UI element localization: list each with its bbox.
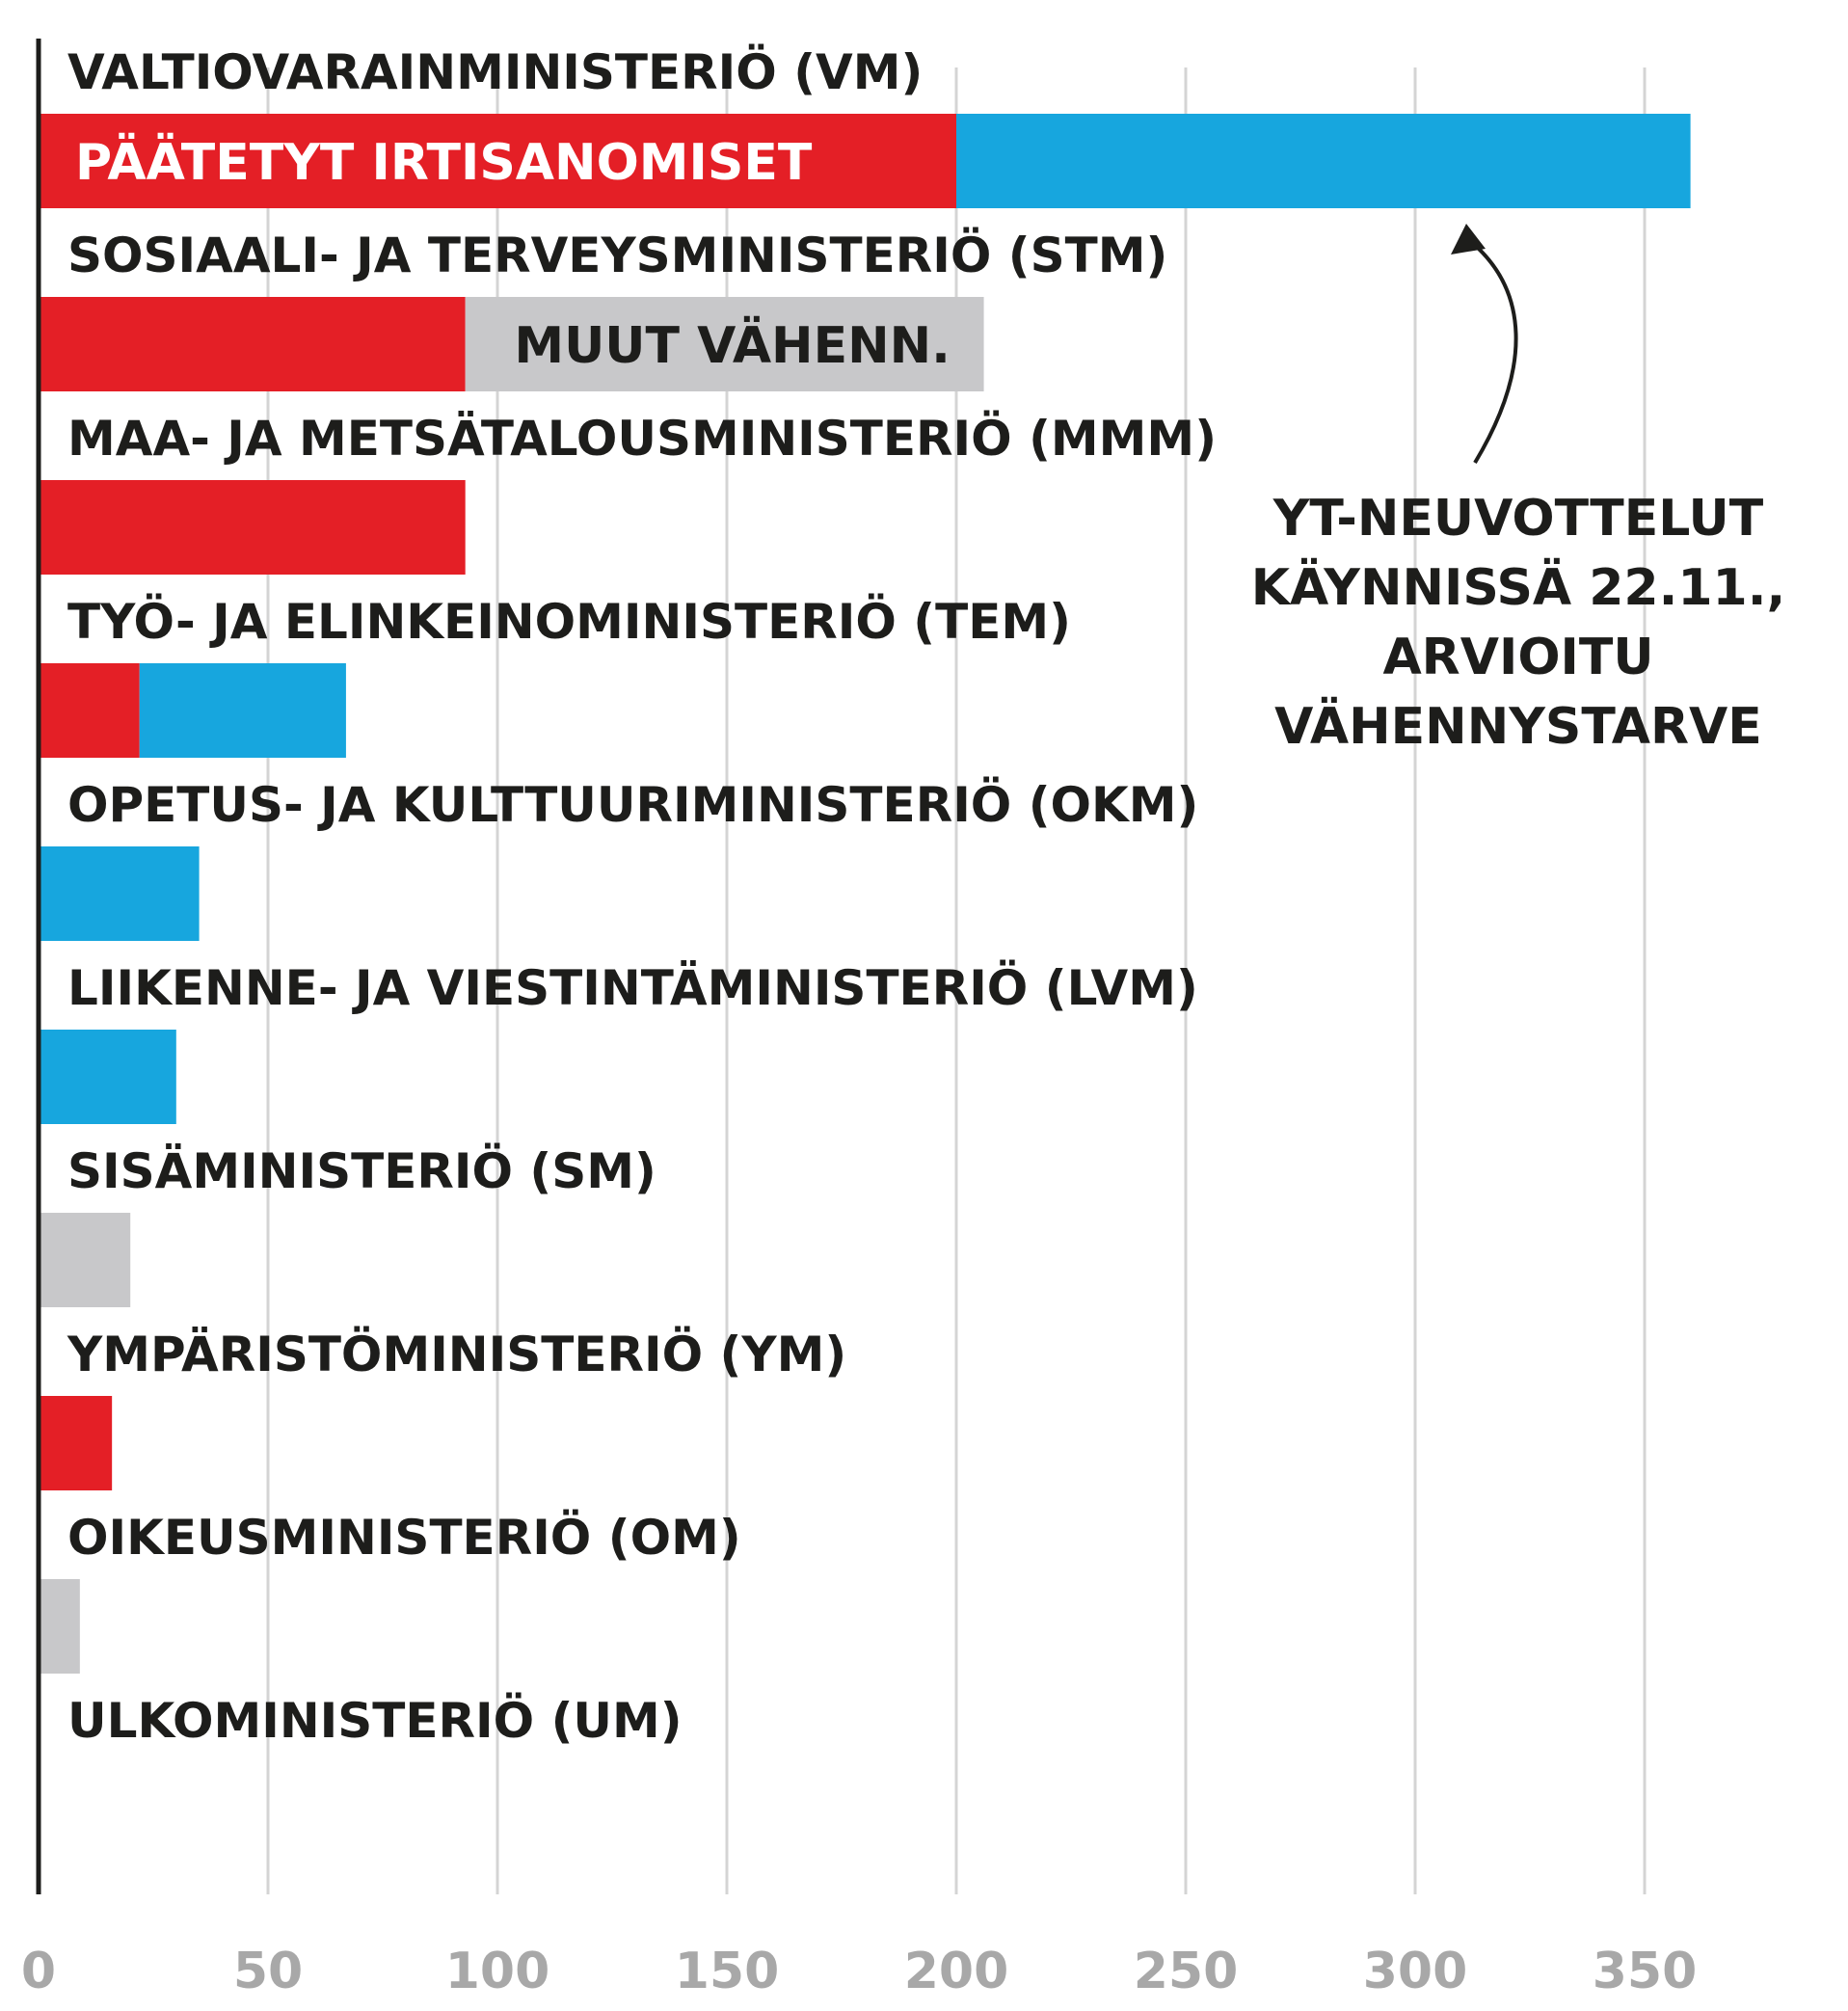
x-tick-label-200: 200: [903, 1943, 1009, 2000]
category-label-valtiovarainministerio-vm: VALTIOVARAINMINISTERIÖ (VM): [67, 44, 924, 100]
category-label-sisaministerio-sm: SISÄMINISTERIÖ (SM): [67, 1143, 656, 1199]
annotation-arrow-line: [1470, 241, 1516, 463]
x-tick-label-50: 50: [232, 1943, 304, 2000]
bar-ymparistoministerio-ym-series-1: [39, 1396, 112, 1490]
bar-valtiovarainministerio-vm-series-3: [956, 114, 1691, 208]
category-label-liikenne-ja-viestintaministerio-lvm: LIIKENNE- JA VIESTINTÄMINISTERIÖ (LVM): [67, 960, 1198, 1016]
annotation-line-2: KÄYNNISSÄ 22.11.,: [1250, 559, 1786, 617]
bar-maa-ja-metsatalousministerio-mmm-series-1: [39, 480, 466, 575]
bar-oikeusministerio-om-series-2: [39, 1579, 80, 1674]
bar-tyo-ja-elinkeinoministerio-tem-series-3: [140, 663, 346, 758]
bar-sosiaali-ja-terveysministerio-stm-series-1: [39, 297, 466, 391]
x-tick-label-150: 150: [674, 1943, 780, 2000]
category-label-tyo-ja-elinkeinoministerio-tem: TYÖ- JA ELINKEINOMINISTERIÖ (TEM): [67, 594, 1071, 650]
x-tick-label-100: 100: [444, 1943, 550, 2000]
category-label-sosiaali-ja-terveysministerio-stm: SOSIAALI- JA TERVEYSMINISTERIÖ (STM): [67, 228, 1168, 283]
x-tick-label-350: 350: [1592, 1943, 1698, 2000]
bar-opetus-ja-kulttuuriministerio-okm-series-3: [39, 846, 200, 941]
category-label-ymparistoministerio-ym: YMPÄRISTÖMINISTERIÖ (YM): [67, 1327, 847, 1382]
bar-tyo-ja-elinkeinoministerio-tem-series-1: [39, 663, 140, 758]
x-tick-label-0: 0: [20, 1943, 57, 2000]
annotation-line-1: YT-NEUVOTTELUT: [1272, 490, 1764, 548]
category-label-ulkoministerio-um: ULKOMINISTERIÖ (UM): [67, 1693, 683, 1749]
bar-liikenne-ja-viestintaministerio-lvm-series-3: [39, 1030, 176, 1124]
series-label-paatetyt-irtisanomiset: PÄÄTETYT IRTISANOMISET: [75, 134, 813, 192]
bar-sisaministerio-sm-series-2: [39, 1213, 130, 1307]
annotation: [1251, 224, 1786, 756]
x-tick-label-300: 300: [1362, 1943, 1468, 2000]
annotation-line-3: ARVIOITU: [1382, 629, 1654, 686]
category-label-maa-ja-metsatalousministerio-mmm: MAA- JA METSÄTALOUSMINISTERIÖ (MMM): [67, 411, 1218, 467]
x-tick-label-250: 250: [1133, 1943, 1239, 2000]
category-label-opetus-ja-kulttuuriministerio-okm: OPETUS- JA KULTTUURIMINISTERIÖ (OKM): [67, 777, 1199, 833]
category-label-oikeusministerio-om: OIKEUSMINISTERIÖ (OM): [67, 1510, 741, 1566]
series-label-muut-vahenn: MUUT VÄHENN.: [514, 317, 951, 375]
annotation-line-4: VÄHENNYSTARVE: [1274, 698, 1762, 756]
